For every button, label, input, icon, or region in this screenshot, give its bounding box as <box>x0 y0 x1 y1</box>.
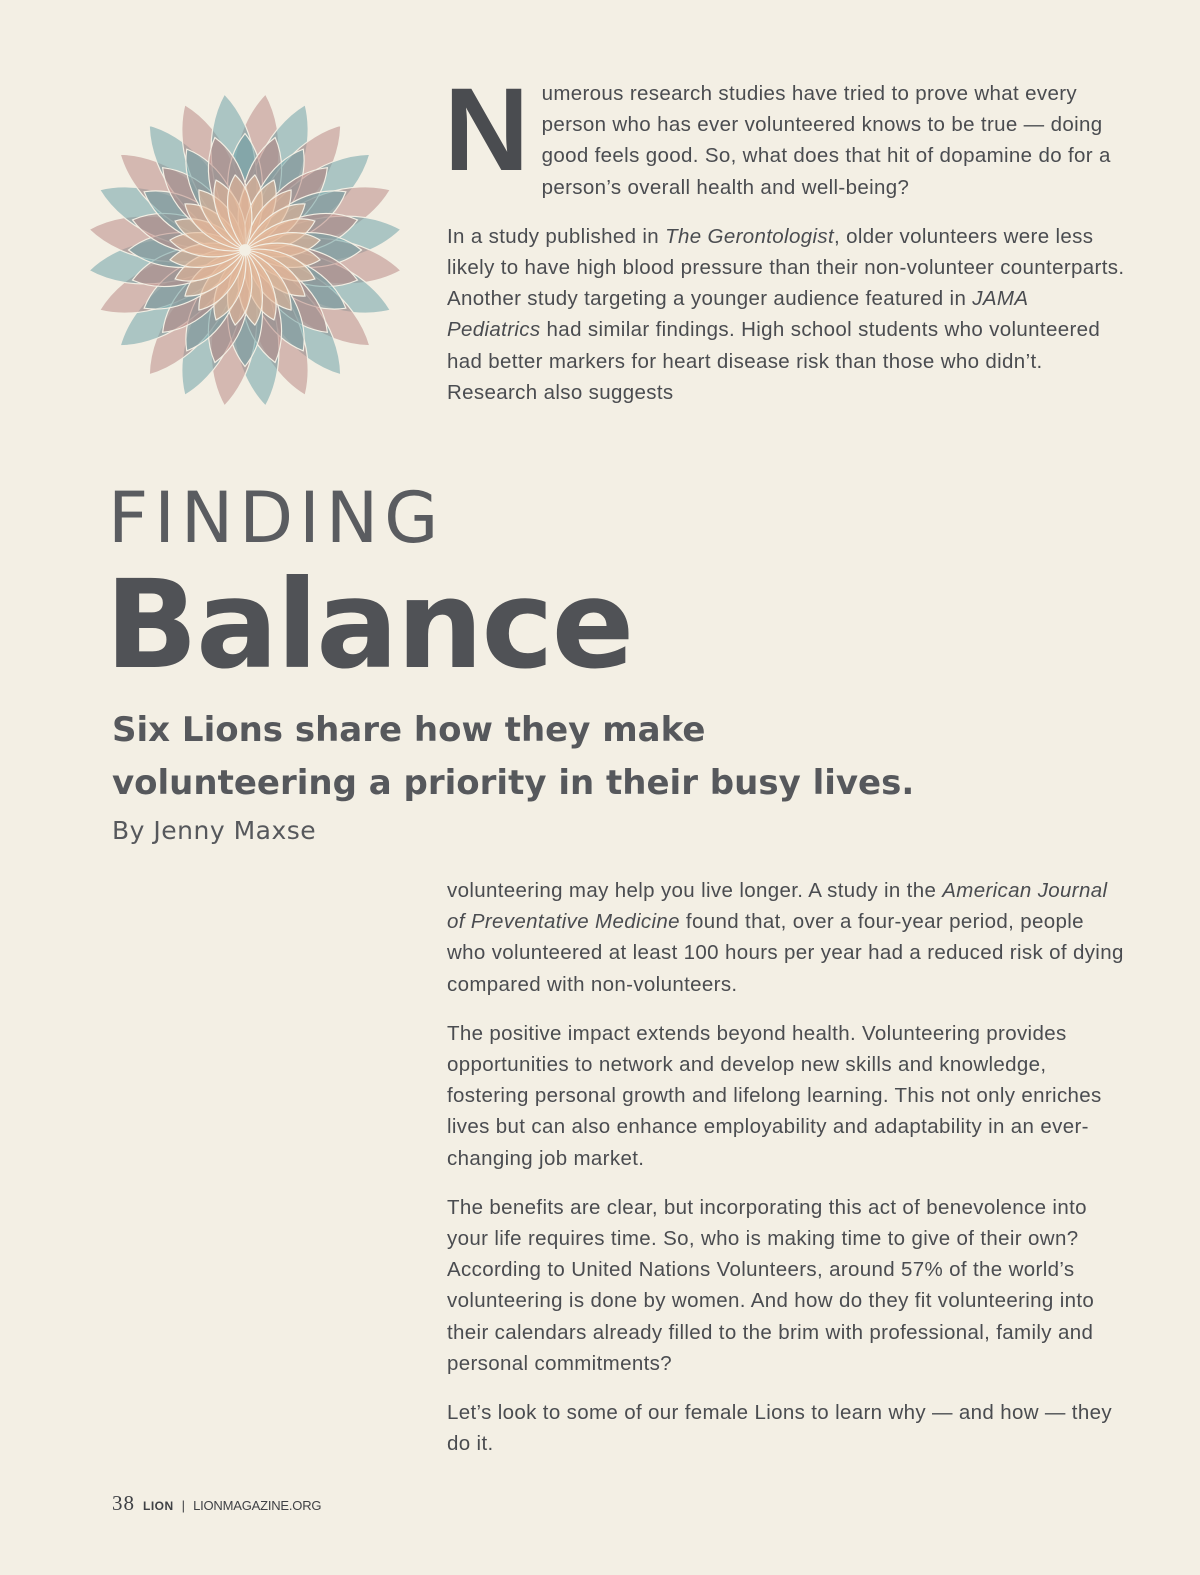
text-run: volunteering may help you live longer. A study in the <box>447 879 943 902</box>
text-run: , older volunteers were less likely to have high blood pressure than their non-volunteer counterparts. Another study targeting a younger audience featured in <box>447 224 1125 311</box>
intro-paragraph-1 <box>444 64 1127 203</box>
body-paragraph-1 <box>447 875 1127 1000</box>
deck-line-2: volunteering a priority in their busy lives. <box>112 763 915 803</box>
page-number: 38 <box>112 1491 135 1515</box>
footer-separator: | <box>181 1498 186 1513</box>
text-run: found that, over a four-year period, people who volunteered at least 100 hours per year had a reduced risk of dying compared with non-volunteers. <box>447 910 1124 996</box>
headline-title: Balance <box>105 554 633 696</box>
drop-cap: N <box>444 64 530 196</box>
mandala-center <box>239 244 251 256</box>
headline-kicker: FINDING <box>108 477 445 559</box>
mandala-illustration <box>80 85 410 415</box>
body-paragraph-4: Let’s look to some of our female Lions to learn why — and how — they do it. <box>447 1401 1112 1456</box>
intro-paragraph-2 <box>447 221 1127 408</box>
page-footer <box>112 1491 321 1516</box>
deck-line-1: Six Lions share how they make <box>112 710 706 750</box>
body-text-column <box>447 875 1127 1477</box>
magazine-name: LION <box>143 1499 174 1513</box>
body-paragraph-2: The positive impact extends beyond health. Volunteering provides opportunities to network and develop new skills and knowledge, fostering personal growth and lifelong learning. This not only enriches lives but can also enhance employability and adaptability in an ever-changing job market. <box>447 1021 1102 1170</box>
body-paragraph-3: The benefits are clear, but incorporating this act of benevolence into your life requires time. So, who is making time to give of their own? According to United Nations Volunteers, around 57% of the world’s volunteering is done by women. And how do they fit volunteering into their calendars already filled to the brim with professional, family and personal commitments? <box>447 1195 1095 1375</box>
magazine-website: LIONMAGAZINE.ORG <box>193 1498 322 1513</box>
byline: By Jenny Maxse <box>112 816 317 845</box>
intro-paragraph-1-text: umerous research studies have tried to prove what every person who has ever volunteered knows to be true — doing good feels good. So, what does that hit of dopamine do for a person’s overall health and well-being? <box>541 82 1111 199</box>
publication-title: JAMA Pediatrics <box>447 287 1028 342</box>
intro-text-column <box>444 64 1127 426</box>
text-run: had similar findings. High school students who volunteered had better markers for heart disease risk than those who didn’t. Research also suggests <box>447 318 1101 404</box>
publication-title: American Journal of Preventative Medicine <box>447 879 1108 934</box>
headline-deck <box>112 704 1012 810</box>
publication-title: The Gerontologist <box>665 224 835 248</box>
text-run: In a study published in <box>447 224 666 248</box>
